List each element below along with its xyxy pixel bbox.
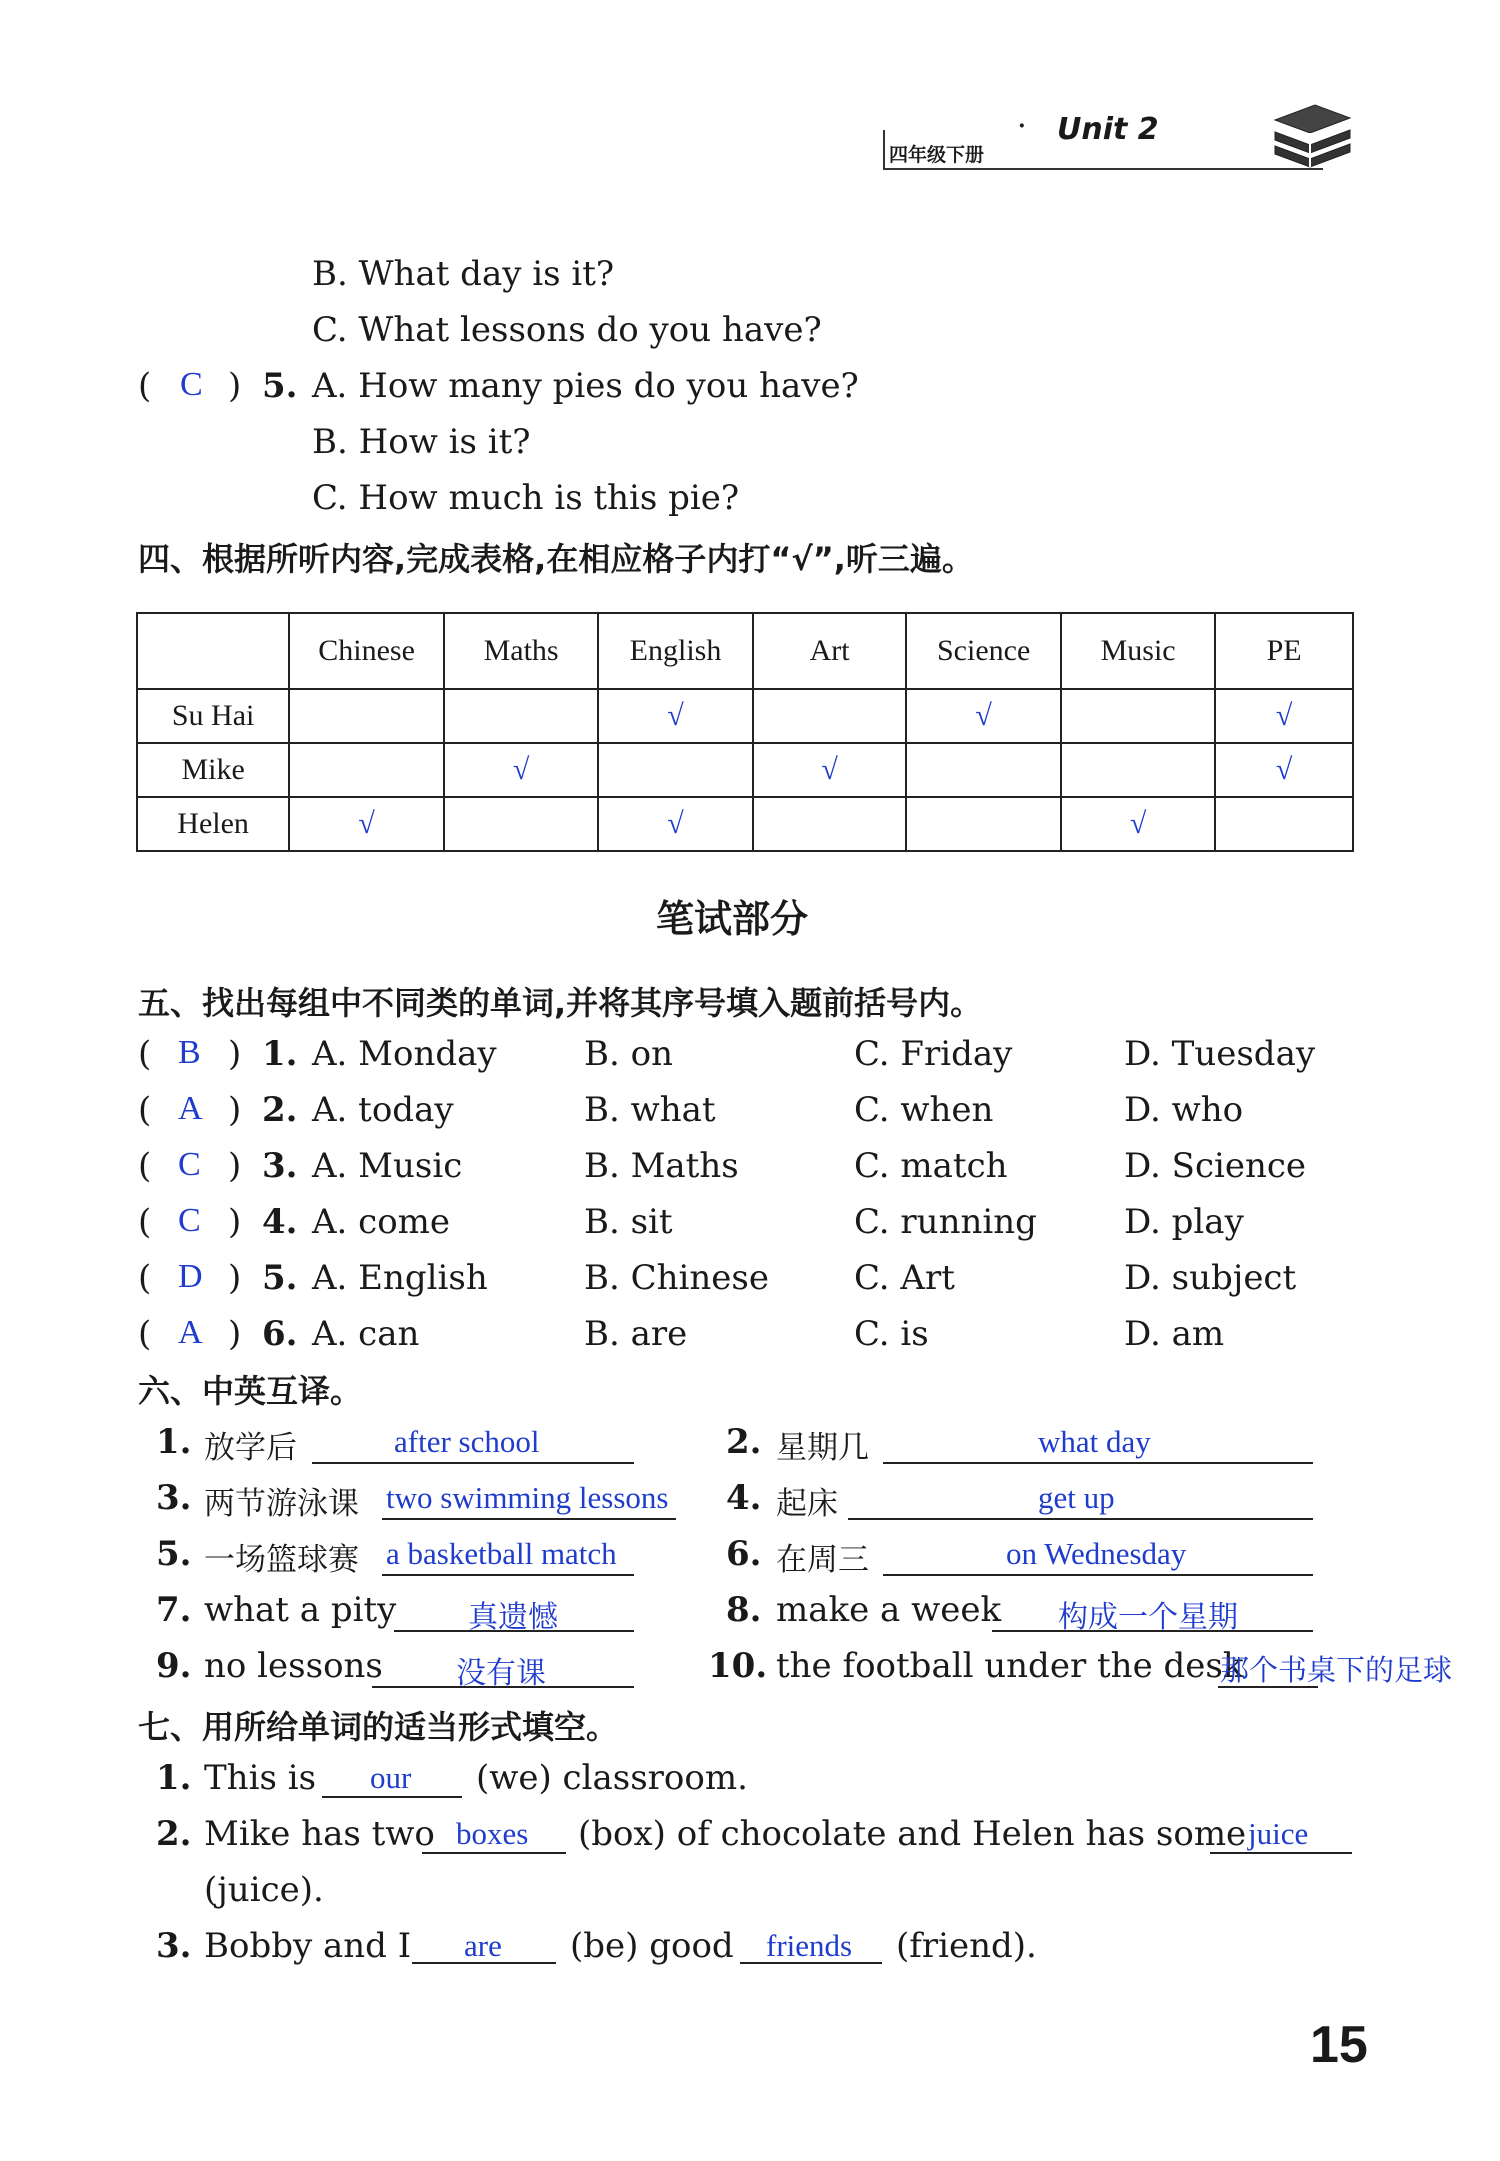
table-cell — [1061, 743, 1215, 797]
s6-item-answer: a basketball match — [386, 1536, 617, 1571]
s6-item-prompt: the football under the desk — [776, 1646, 1244, 1686]
answer-line — [322, 1796, 462, 1798]
s7-q3-answer1: are — [464, 1928, 502, 1963]
s5-item-option-c: C. Art — [854, 1258, 955, 1298]
q5-paren-open: ( — [138, 366, 152, 406]
s6-item-answer: after school — [394, 1424, 540, 1459]
answer-line — [382, 1574, 634, 1576]
s5-item-answer: C — [178, 1146, 201, 1183]
answer-line — [883, 1462, 1313, 1464]
s5-item-option-d: D. Tuesday — [1124, 1034, 1316, 1074]
table-cell: √ — [444, 743, 598, 797]
s5-item-option-a: A. English — [312, 1258, 488, 1298]
header-dot: · — [1018, 113, 1026, 139]
s6-item-num: 4. — [726, 1478, 762, 1518]
s6-item-prompt: 在周三 — [776, 1542, 869, 1578]
answer-line — [382, 1518, 676, 1520]
s7-q1-answer: our — [370, 1760, 412, 1795]
row-name: Su Hai — [137, 689, 289, 743]
s6-item-answer: on Wednesday — [1006, 1536, 1187, 1571]
s5-item-num: 4. — [262, 1202, 298, 1242]
s5-item-answer: A — [178, 1314, 203, 1351]
table-corner-cell — [137, 613, 289, 689]
s5-item-num: 6. — [262, 1314, 298, 1354]
table-cell: √ — [1215, 689, 1353, 743]
s6-item-prompt: 起床 — [776, 1486, 838, 1522]
answer-line — [883, 1574, 1313, 1576]
s5-item-paren-close: ) — [228, 1202, 242, 1242]
column-header: PE — [1215, 613, 1353, 689]
q4-option-c: C. What lessons do you have? — [312, 310, 822, 350]
table-row — [137, 743, 1353, 797]
s6-item-answer: two swimming lessons — [386, 1480, 669, 1515]
row-name: Helen — [137, 797, 289, 851]
q5-answer: C — [180, 366, 203, 403]
s6-item-num: 8. — [726, 1590, 762, 1630]
s5-item-paren-close: ) — [228, 1314, 242, 1354]
column-header: Maths — [444, 613, 598, 689]
s5-item-answer: A — [178, 1090, 203, 1127]
s5-item-option-d: D. play — [1124, 1202, 1244, 1242]
s6-item-answer: what day — [1038, 1424, 1151, 1459]
s7-q1-post: (we) classroom. — [476, 1758, 748, 1798]
table-cell — [289, 743, 444, 797]
s5-item-option-b: B. sit — [584, 1202, 673, 1242]
s5-item-option-c: C. match — [854, 1146, 1008, 1186]
s5-item-paren-open: ( — [138, 1314, 152, 1354]
column-header: English — [598, 613, 753, 689]
s5-item-option-b: B. Chinese — [584, 1258, 769, 1298]
s6-item-num: 6. — [726, 1534, 762, 1574]
s5-item-paren-close: ) — [228, 1034, 242, 1074]
q5-option-b: B. How is it? — [312, 422, 531, 462]
q5-number: 5. — [262, 366, 298, 406]
s5-item-option-c: C. Friday — [854, 1034, 1013, 1074]
column-header: Chinese — [289, 613, 444, 689]
s5-item-option-d: D. who — [1124, 1090, 1244, 1130]
s7-q2-post: (juice). — [204, 1870, 324, 1910]
column-header: Science — [906, 613, 1061, 689]
schedule-table — [136, 612, 1354, 852]
books-icon — [1270, 100, 1355, 175]
s5-item-paren-close: ) — [228, 1258, 242, 1298]
s6-item-num: 10. — [708, 1646, 768, 1686]
s6-item-num: 3. — [156, 1478, 192, 1518]
s5-item-option-a: A. Monday — [312, 1034, 497, 1074]
s7-q2-pre: Mike has two — [204, 1814, 435, 1854]
s5-item-paren-close: ) — [228, 1146, 242, 1186]
s6-item-prompt: make a week — [776, 1590, 1002, 1630]
s5-item-paren-open: ( — [138, 1034, 152, 1074]
s7-q3-mid: (be) good — [570, 1926, 734, 1966]
s6-item-num: 2. — [726, 1422, 762, 1462]
s5-item-paren-open: ( — [138, 1202, 152, 1242]
table-cell — [906, 797, 1061, 851]
s6-item-num: 5. — [156, 1534, 192, 1574]
s6-item-answer: 构成一个星期 — [1058, 1600, 1238, 1635]
table-cell — [444, 689, 598, 743]
answer-line — [848, 1518, 1313, 1520]
s5-item-option-b: B. on — [584, 1034, 673, 1074]
s7-q1-pre: This is — [204, 1758, 317, 1798]
page-number: 15 — [1310, 2016, 1368, 2074]
table-cell — [753, 797, 906, 851]
table-cell: √ — [598, 689, 753, 743]
table-cell: √ — [906, 689, 1061, 743]
s5-item-option-c: C. is — [854, 1314, 929, 1354]
s7-q3-pre: Bobby and I — [204, 1926, 412, 1966]
table-cell — [1215, 797, 1353, 851]
s5-item-option-c: C. running — [854, 1202, 1037, 1242]
table-cell: √ — [289, 797, 444, 851]
section4-title: 四、根据所听内容,完成表格,在相应格子内打“√”,听三遍。 — [138, 540, 974, 578]
s6-item-prompt: what a pity — [204, 1590, 397, 1630]
table-row — [137, 689, 1353, 743]
s5-item-option-b: B. what — [584, 1090, 716, 1130]
s6-item-answer: 没有课 — [456, 1656, 546, 1691]
s5-item-option-a: A. Music — [312, 1146, 463, 1186]
s6-item-prompt: 星期几 — [776, 1430, 869, 1466]
s5-item-answer: C — [178, 1202, 201, 1239]
table-cell — [1061, 689, 1215, 743]
s7-q3-answer2: friends — [766, 1928, 853, 1963]
unit-title: Unit 2 — [1057, 112, 1159, 147]
s6-item-num: 9. — [156, 1646, 192, 1686]
s6-item-answer: 真遗憾 — [468, 1600, 558, 1635]
s6-item-prompt: 放学后 — [204, 1430, 297, 1466]
s7-q3-post: (friend). — [896, 1926, 1037, 1966]
written-part-title: 笔试部分 — [656, 897, 809, 941]
s5-item-option-a: A. come — [312, 1202, 451, 1242]
table-header-row — [137, 613, 1353, 689]
grade-label: 四年级下册 — [889, 144, 985, 166]
s6-item-prompt: no lessons — [204, 1646, 383, 1686]
s6-item-prompt: 两节游泳课 — [204, 1486, 359, 1522]
s7-q2-answer1: boxes — [456, 1816, 529, 1851]
table-cell — [289, 689, 444, 743]
s5-item-option-d: D. Science — [1124, 1146, 1307, 1186]
q5-option-c: C. How much is this pie? — [312, 478, 740, 518]
s5-item-num: 2. — [262, 1090, 298, 1130]
column-header: Music — [1061, 613, 1215, 689]
table-cell: √ — [1061, 797, 1215, 851]
s5-item-answer: D — [178, 1258, 203, 1295]
row-name: Mike — [137, 743, 289, 797]
answer-line — [422, 1852, 566, 1854]
s5-item-option-a: A. today — [312, 1090, 454, 1130]
column-header: Art — [753, 613, 906, 689]
table-cell: √ — [1215, 743, 1353, 797]
s5-item-option-b: B. Maths — [584, 1146, 739, 1186]
s5-item-option-d: D. am — [1124, 1314, 1225, 1354]
table-cell — [598, 743, 753, 797]
s5-item-num: 3. — [262, 1146, 298, 1186]
s7-q2-mid: (box) of chocolate and Helen has some — [578, 1814, 1247, 1854]
section5-title: 五、找出每组中不同类的单词,并将其序号填入题前括号内。 — [138, 984, 983, 1022]
s6-item-answer: 那个书桌下的足球 — [1220, 1653, 1453, 1687]
s5-item-option-d: D. subject — [1124, 1258, 1297, 1298]
q4-option-b: B. What day is it? — [312, 254, 615, 294]
section6-title: 六、中英互译。 — [138, 1372, 363, 1410]
s5-item-option-b: B. are — [584, 1314, 688, 1354]
s5-item-option-a: A. can — [312, 1314, 420, 1354]
table-cell — [753, 689, 906, 743]
s5-item-paren-open: ( — [138, 1090, 152, 1130]
s5-item-num: 1. — [262, 1034, 298, 1074]
s5-item-option-c: C. when — [854, 1090, 994, 1130]
s7-q1-num: 1. — [156, 1758, 192, 1798]
answer-line — [312, 1462, 634, 1464]
answer-line — [1210, 1852, 1352, 1854]
s6-item-num: 7. — [156, 1590, 192, 1630]
table-cell: √ — [753, 743, 906, 797]
s7-q2-num: 2. — [156, 1814, 192, 1854]
s6-item-prompt: 一场篮球赛 — [204, 1542, 359, 1578]
s5-item-paren-close: ) — [228, 1090, 242, 1130]
table-row — [137, 797, 1353, 851]
s7-q3-num: 3. — [156, 1926, 192, 1966]
q5-option-a: A. How many pies do you have? — [312, 366, 859, 406]
s5-item-num: 5. — [262, 1258, 298, 1298]
s6-item-answer: get up — [1038, 1480, 1115, 1515]
s5-item-paren-open: ( — [138, 1146, 152, 1186]
s5-item-paren-open: ( — [138, 1258, 152, 1298]
q5-paren-close: ) — [228, 366, 242, 406]
s7-q2-answer2: juice — [1248, 1816, 1309, 1851]
table-cell: √ — [598, 797, 753, 851]
table-cell — [444, 797, 598, 851]
s6-item-num: 1. — [156, 1422, 192, 1462]
table-cell — [906, 743, 1061, 797]
s5-item-answer: B — [178, 1034, 201, 1071]
section7-title: 七、用所给单词的适当形式填空。 — [138, 1708, 619, 1746]
